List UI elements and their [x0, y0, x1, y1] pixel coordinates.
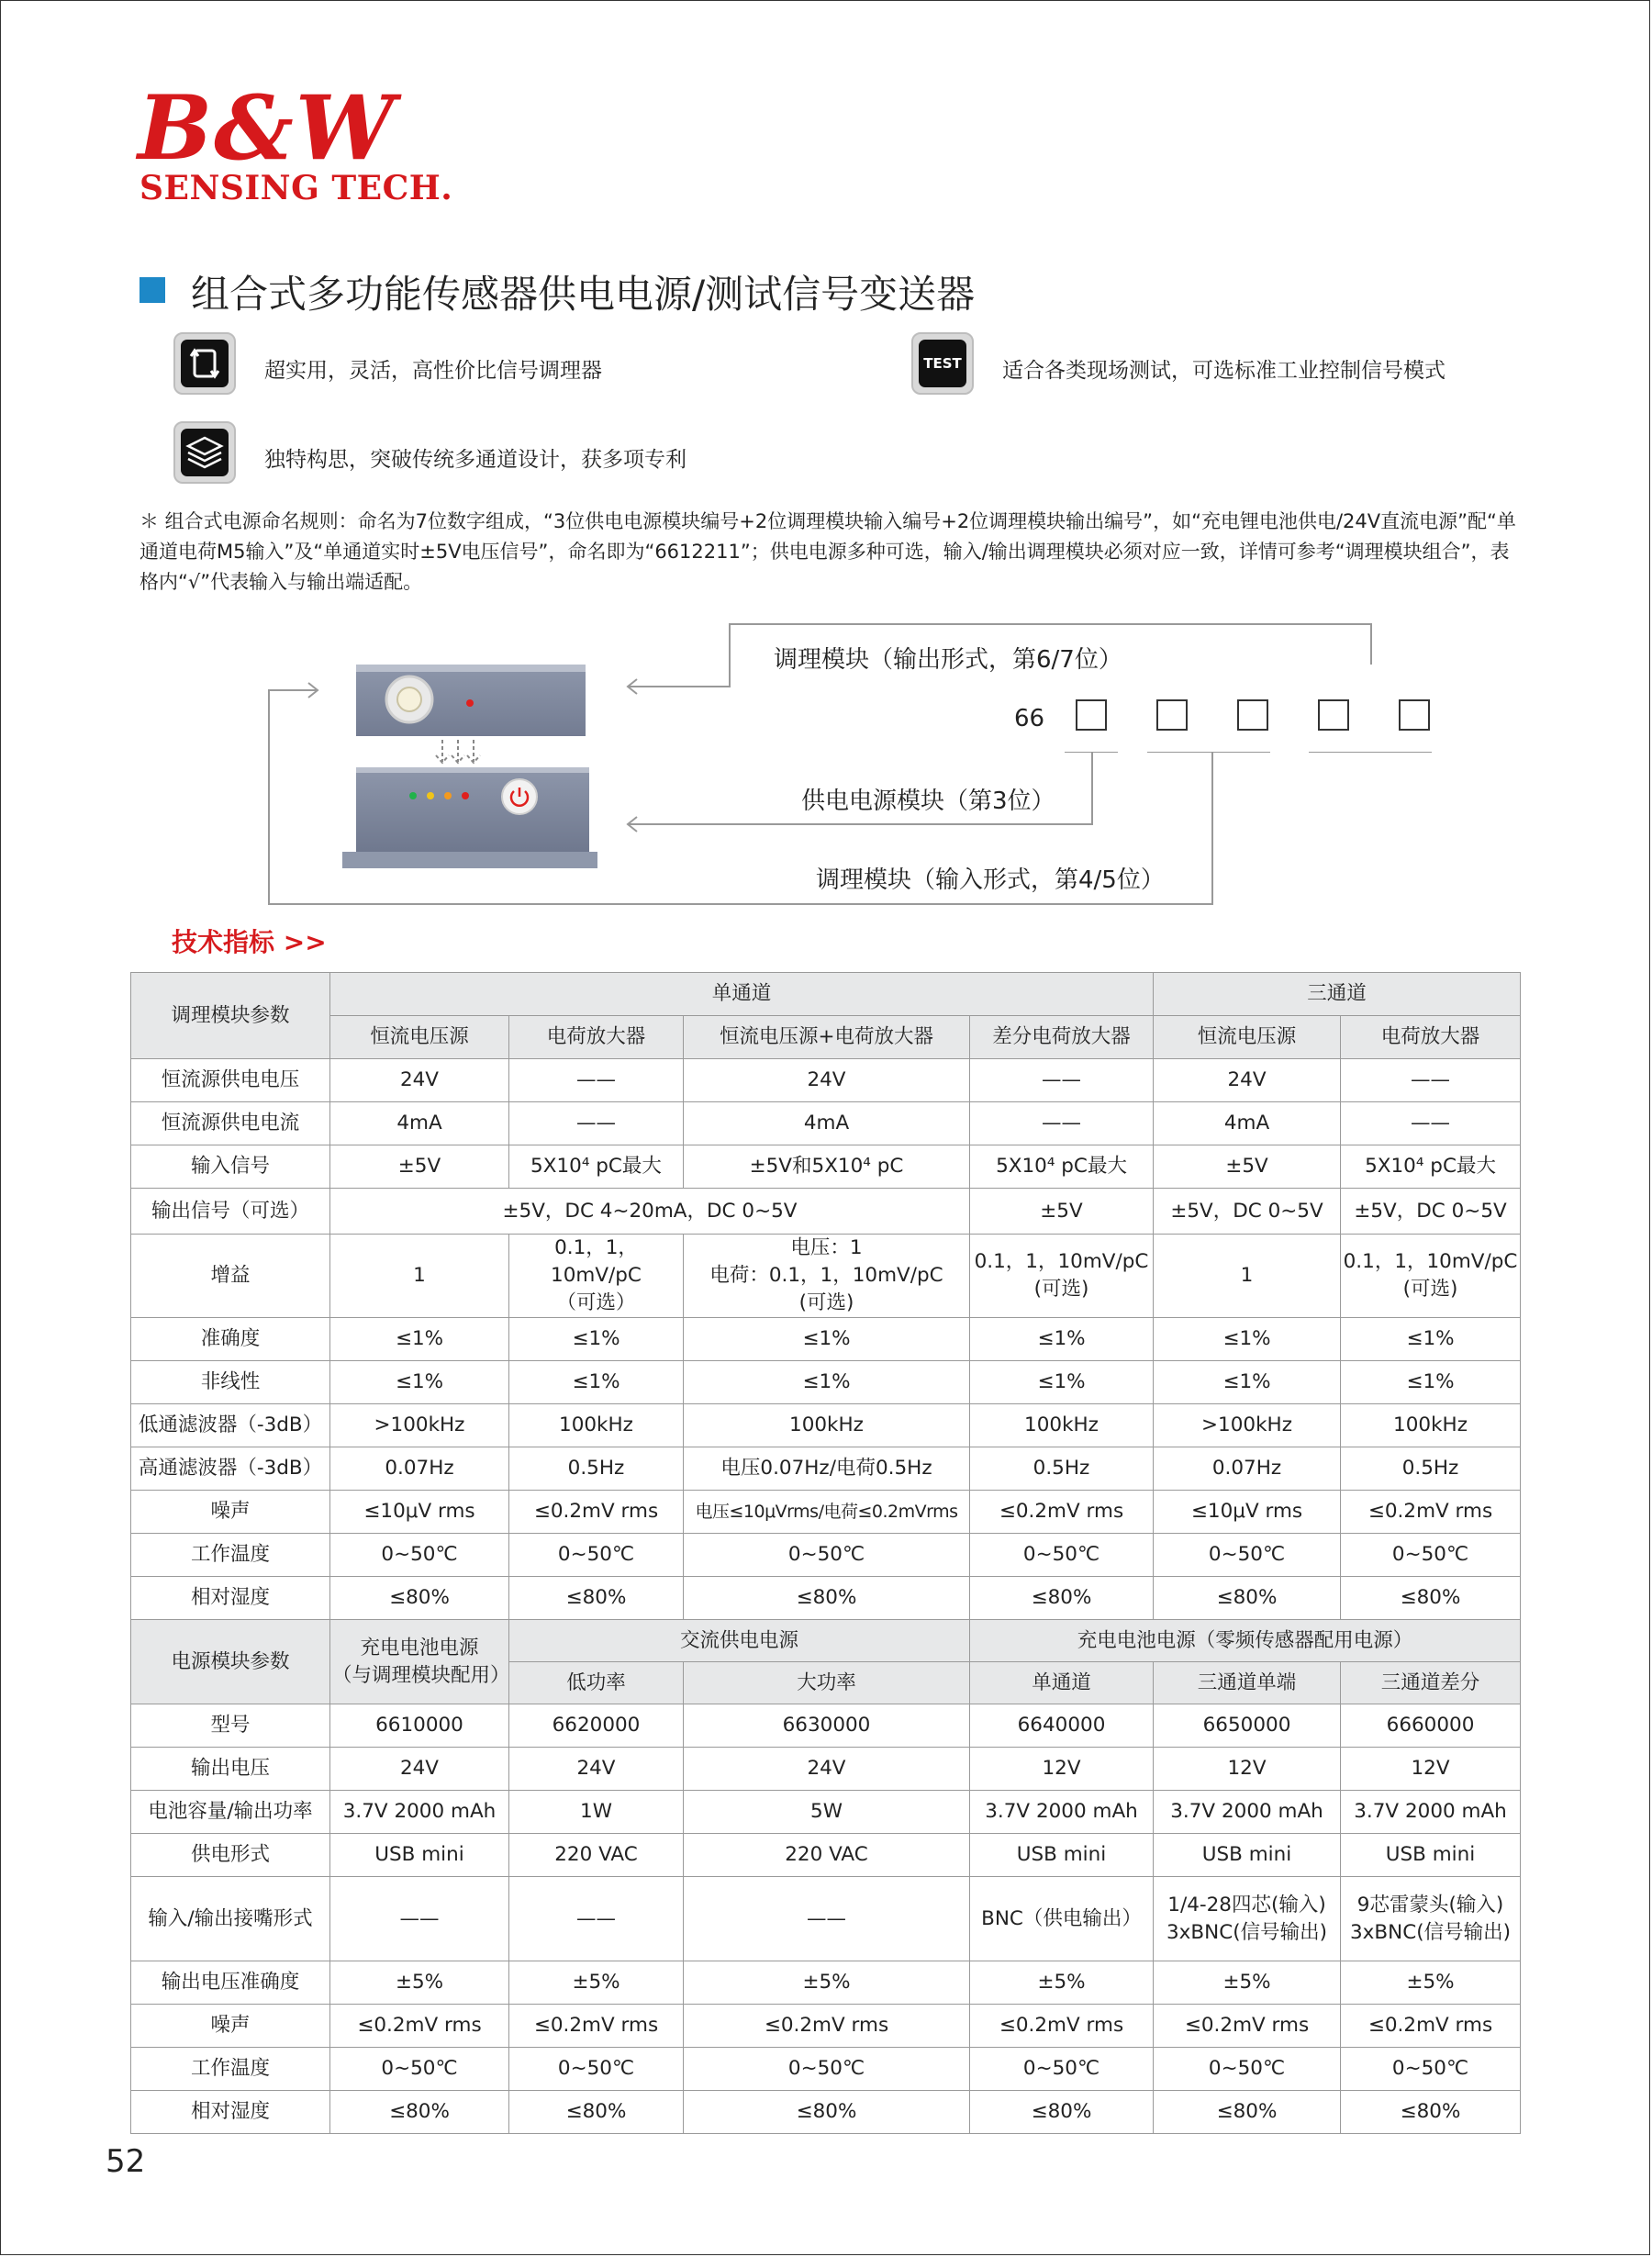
brand-tagline: SENSING TECH.: [140, 169, 453, 207]
page-title: 组合式多功能传感器供电电源/测试信号变送器: [191, 272, 976, 317]
cell: 3.7V 2000 mAh: [330, 1791, 509, 1834]
row-label: 工作温度: [131, 1534, 330, 1577]
cell: ±5%: [684, 1961, 970, 2005]
cell: ±5V: [1154, 1145, 1341, 1189]
feature-text: 超实用，灵活，高性价比信号调理器: [264, 359, 602, 383]
cell: 100kHz: [684, 1404, 970, 1447]
cell: 220 VAC: [684, 1834, 970, 1877]
table-row: [131, 1361, 1521, 1404]
cell: ±5%: [1154, 1961, 1341, 2005]
feature-text: 适合各类现场测试，可选标准工业控制信号模式: [1002, 359, 1446, 383]
table-row: [131, 1748, 1521, 1791]
power-module-image: [342, 767, 597, 868]
cell: ±5%: [509, 1961, 684, 2005]
code-digit-box-7: [1399, 699, 1430, 731]
cell: ≤80%: [1341, 2091, 1521, 2134]
tech-spec-heading: 技术指标 >>: [172, 927, 327, 957]
cell: ≤80%: [970, 2091, 1154, 2134]
row-label: 输入信号: [131, 1145, 330, 1189]
label-input-module: 调理模块（输入形式，第4/5位）: [816, 866, 1165, 894]
col-header: 三通道差分: [1341, 1662, 1521, 1704]
label-power-module: 供电电源模块（第3位）: [801, 788, 1055, 815]
cell: ≤80%: [330, 2091, 509, 2134]
row-label: 相对湿度: [131, 2091, 330, 2134]
cell: 24V: [330, 1059, 509, 1102]
cell: ≤1%: [970, 1361, 1154, 1404]
cell: ≤0.2mV rms: [330, 2005, 509, 2048]
row-label: 输出电压准确度: [131, 1961, 330, 2005]
table-row: [131, 1791, 1521, 1834]
group-battery-power: 充电电池电源（零频传感器配用电源）: [970, 1620, 1521, 1662]
cell: ≤80%: [509, 1577, 684, 1620]
cell: 5X10⁴ pC最大: [1341, 1145, 1521, 1189]
naming-rule-note: ＊ 组合式电源命名规则：命名为7位数字组成，“3位供电电源模块编号+2位调理模块输入编号+2位调理模块输出编号”，如“充电锂电池供电/24V直流电源”配“单通道电荷M5输入”及“单通道实时±5V电压信号”，命名即为“6612211”；供电电源多种可选，输入/输出调理模块必须对应一致，详情可参考“调理模块组合”，表格内“√”代表输入与输出端适配。: [140, 510, 1516, 593]
table-row: [131, 1189, 1521, 1235]
table-row: [131, 2048, 1521, 2091]
cell: 6650000: [1154, 1704, 1341, 1748]
cell: 3.7V 2000 mAh: [1341, 1791, 1521, 1834]
connect-arrows: [436, 740, 480, 763]
table-row: [131, 1102, 1521, 1145]
cell: 0.5Hz: [1341, 1447, 1521, 1491]
cell: 0~50℃: [970, 2048, 1154, 2091]
cell: ≤0.2mV rms: [509, 1491, 684, 1534]
cell: ±5%: [1341, 1961, 1521, 2005]
cell: ≤0.2mV rms: [1154, 2005, 1341, 2048]
row-label: 高通滤波器（-3dB）: [131, 1447, 330, 1491]
row-label: 输出信号（可选）: [131, 1189, 330, 1235]
underline-output: [1309, 752, 1432, 753]
cell: ——: [330, 1877, 509, 1961]
row-label: 型号: [131, 1704, 330, 1748]
label-output-module: 调理模块（输出形式，第6/7位）: [774, 646, 1122, 674]
cell: 12V: [970, 1748, 1154, 1791]
cell: ±5V，DC 0~5V: [1341, 1189, 1521, 1235]
cell: ≤1%: [1341, 1318, 1521, 1361]
code-prefix: 66: [1014, 705, 1045, 732]
group-single-channel: 单通道: [330, 973, 1154, 1016]
cell: BNC（供电输出）: [970, 1877, 1154, 1961]
code-digit-box-6: [1318, 699, 1349, 731]
cell: ≤80%: [330, 1577, 509, 1620]
cell: 0~50℃: [1154, 2048, 1341, 2091]
cell: 4mA: [1154, 1102, 1341, 1145]
cell: 0.07Hz: [330, 1447, 509, 1491]
cell: ±5V: [970, 1189, 1154, 1235]
code-digit-box-3: [1076, 699, 1107, 731]
cell: 1: [1154, 1235, 1341, 1318]
code-digit-box-5: [1237, 699, 1268, 731]
underline-input: [1147, 752, 1270, 753]
cell: ≤1%: [970, 1318, 1154, 1361]
cell: ≤10μV rms: [330, 1491, 509, 1534]
table-row: [131, 1447, 1521, 1491]
cell: 6640000: [970, 1704, 1154, 1748]
cell: ≤0.2mV rms: [509, 2005, 684, 2048]
table-row: [131, 1491, 1521, 1534]
table1-subheader-row: [131, 1016, 1521, 1059]
cell: 0~50℃: [970, 1534, 1154, 1577]
row-label: 噪声: [131, 2005, 330, 2048]
col-header: 低功率: [509, 1662, 684, 1704]
cell: 4mA: [684, 1102, 970, 1145]
cell: 24V: [684, 1748, 970, 1791]
table-row: [131, 1404, 1521, 1447]
test-icon-label: TEST: [923, 355, 962, 372]
cell: ≤80%: [509, 2091, 684, 2134]
cell: 5X10⁴ pC最大: [970, 1145, 1154, 1189]
page-number: 52: [106, 2143, 146, 2180]
cell: 6630000: [684, 1704, 970, 1748]
cell: ≤0.2mV rms: [1341, 2005, 1521, 2048]
cell: ≤1%: [1154, 1361, 1341, 1404]
table-row: [131, 1704, 1521, 1748]
cell: ——: [684, 1877, 970, 1961]
cell: 4mA: [330, 1102, 509, 1145]
row-label: 增益: [131, 1235, 330, 1318]
cell: ≤1%: [684, 1318, 970, 1361]
row-label: 准确度: [131, 1318, 330, 1361]
underline-power: [1065, 752, 1118, 753]
cell: 24V: [684, 1059, 970, 1102]
table2-header-row: [131, 1620, 1521, 1662]
cell: 6620000: [509, 1704, 684, 1748]
cell: 12V: [1341, 1748, 1521, 1791]
cell: 0~50℃: [684, 2048, 970, 2091]
table-row: [131, 2005, 1521, 2048]
cell: ≤80%: [1154, 1577, 1341, 1620]
cell-merged: ±5V，DC 4~20mA，DC 0~5V: [330, 1189, 970, 1235]
cell: ≤1%: [330, 1318, 509, 1361]
col-header: 电荷放大器: [509, 1016, 684, 1059]
cell: 0~50℃: [1341, 1534, 1521, 1577]
cell: 3.7V 2000 mAh: [1154, 1791, 1341, 1834]
cell: 3.7V 2000 mAh: [970, 1791, 1154, 1834]
col-header: 差分电荷放大器: [970, 1016, 1154, 1059]
group-ac-power: 交流供电电源: [509, 1620, 970, 1662]
cell: 0~50℃: [1341, 2048, 1521, 2091]
row-label: 非线性: [131, 1361, 330, 1404]
cell: 0~50℃: [330, 2048, 509, 2091]
conditioning-module-image: [356, 665, 586, 736]
cell: 24V: [509, 1748, 684, 1791]
cell: ≤80%: [970, 1577, 1154, 1620]
feature-text: 独特构思，突破传统多通道设计，获多项专利: [264, 448, 686, 472]
cell: ≤80%: [684, 1577, 970, 1620]
table-row: [131, 1145, 1521, 1189]
code-digit-box-4: [1156, 699, 1188, 731]
cell: 0.5Hz: [509, 1447, 684, 1491]
col-header: 恒流电压源: [330, 1016, 509, 1059]
cell: ≤80%: [1154, 2091, 1341, 2134]
row-label: 噪声: [131, 1491, 330, 1534]
col-header: 电荷放大器: [1341, 1016, 1521, 1059]
cell: 0.1，1，10mV/pC (可选): [1341, 1235, 1521, 1318]
cell: ±5V: [330, 1145, 509, 1189]
cell: ±5%: [330, 1961, 509, 2005]
group-triple-channel: 三通道: [1154, 973, 1521, 1016]
cell: 0~50℃: [509, 2048, 684, 2091]
table-row: [131, 1318, 1521, 1361]
row-label: 相对湿度: [131, 1577, 330, 1620]
cell: 100kHz: [970, 1404, 1154, 1447]
cell: ≤1%: [509, 1361, 684, 1404]
cell: 5W: [684, 1791, 970, 1834]
cell: ≤80%: [684, 2091, 970, 2134]
cell: 0~50℃: [684, 1534, 970, 1577]
cell: 0.07Hz: [1154, 1447, 1341, 1491]
row-label: 低通滤波器（-3dB）: [131, 1404, 330, 1447]
cell: ——: [509, 1877, 684, 1961]
cell: ±5%: [970, 1961, 1154, 2005]
table1-header-row: [131, 973, 1521, 1016]
spec-table: [130, 972, 1521, 2134]
table2-corner: 电源模块参数: [131, 1620, 330, 1704]
cell: 0.1，1，10mV/pC （可选）: [509, 1235, 684, 1318]
cell: 0~50℃: [330, 1534, 509, 1577]
cell: 24V: [330, 1748, 509, 1791]
cell: 5X10⁴ pC最大: [509, 1145, 684, 1189]
row-label: 电池容量/输出功率: [131, 1791, 330, 1834]
cell: 9芯雷蒙头(输入) 3xBNC(信号输出): [1341, 1877, 1521, 1961]
cell: ≤1%: [509, 1318, 684, 1361]
table-row: [131, 1577, 1521, 1620]
col-header: 大功率: [684, 1662, 970, 1704]
cell: ≤0.2mV rms: [970, 1491, 1154, 1534]
col-header-battery: 充电电池电源 （与调理模块配用）: [330, 1620, 509, 1704]
row-label: 输出电压: [131, 1748, 330, 1791]
cell: ≤0.2mV rms: [970, 2005, 1154, 2048]
cell: 0~50℃: [1154, 1534, 1341, 1577]
col-header: 单通道: [970, 1662, 1154, 1704]
cell: >100kHz: [1154, 1404, 1341, 1447]
cell: USB mini: [330, 1834, 509, 1877]
cell: 电压：1 电荷：0.1，1，10mV/pC (可选): [684, 1235, 970, 1318]
cell: USB mini: [1154, 1834, 1341, 1877]
col-header: 恒流电压源: [1154, 1016, 1341, 1059]
naming-diagram: [0, 0, 1652, 918]
table-row: [131, 1877, 1521, 1961]
cell: ——: [1341, 1059, 1521, 1102]
cell: 12V: [1154, 1748, 1341, 1791]
cell: ——: [1341, 1102, 1521, 1145]
row-label: 供电形式: [131, 1834, 330, 1877]
cell: 0.5Hz: [970, 1447, 1154, 1491]
cell: ≤0.2mV rms: [684, 2005, 970, 2048]
table-row: [131, 1235, 1521, 1318]
row-label: 恒流源供电电流: [131, 1102, 330, 1145]
cell: 220 VAC: [509, 1834, 684, 1877]
cell: 电压0.07Hz/电荷0.5Hz: [684, 1447, 970, 1491]
cell: ±5V和5X10⁴ pC: [684, 1145, 970, 1189]
cell: ≤1%: [330, 1361, 509, 1404]
cell: 100kHz: [509, 1404, 684, 1447]
cell: ——: [970, 1059, 1154, 1102]
table-row: [131, 2091, 1521, 2134]
cell: 电压≤10μVrms/电荷≤0.2mVrms: [684, 1491, 970, 1534]
cell: ——: [970, 1102, 1154, 1145]
row-label: 工作温度: [131, 2048, 330, 2091]
cell: ≤10μV rms: [1154, 1491, 1341, 1534]
cell: ≤1%: [684, 1361, 970, 1404]
cell: USB mini: [1341, 1834, 1521, 1877]
cell: ——: [509, 1059, 684, 1102]
cell: 6660000: [1341, 1704, 1521, 1748]
cell: 1: [330, 1235, 509, 1318]
cell: ±5V，DC 0~5V: [1154, 1189, 1341, 1235]
table-row: [131, 1059, 1521, 1102]
cell: ——: [509, 1102, 684, 1145]
cell: 1W: [509, 1791, 684, 1834]
cell: 1/4-28四芯(输入) 3xBNC(信号输出): [1154, 1877, 1341, 1961]
cell: 100kHz: [1341, 1404, 1521, 1447]
row-label: 输入/输出接嘴形式: [131, 1877, 330, 1961]
cell: ≤1%: [1154, 1318, 1341, 1361]
col-header: 恒流电压源+电荷放大器: [684, 1016, 970, 1059]
cell: USB mini: [970, 1834, 1154, 1877]
table-row: [131, 1834, 1521, 1877]
table-row: [131, 1961, 1521, 2005]
col-header: 三通道单端: [1154, 1662, 1341, 1704]
cell: 6610000: [330, 1704, 509, 1748]
table1-corner: 调理模块参数: [131, 973, 330, 1059]
cell: >100kHz: [330, 1404, 509, 1447]
table-row: [131, 1534, 1521, 1577]
cell: ≤80%: [1341, 1577, 1521, 1620]
cell: ≤1%: [1341, 1361, 1521, 1404]
cell: 0.1，1，10mV/pC (可选): [970, 1235, 1154, 1318]
brand-logo: B&W: [138, 76, 396, 180]
cell: 0~50℃: [509, 1534, 684, 1577]
row-label: 恒流源供电电压: [131, 1059, 330, 1102]
cell: ≤0.2mV rms: [1341, 1491, 1521, 1534]
cell: 24V: [1154, 1059, 1341, 1102]
